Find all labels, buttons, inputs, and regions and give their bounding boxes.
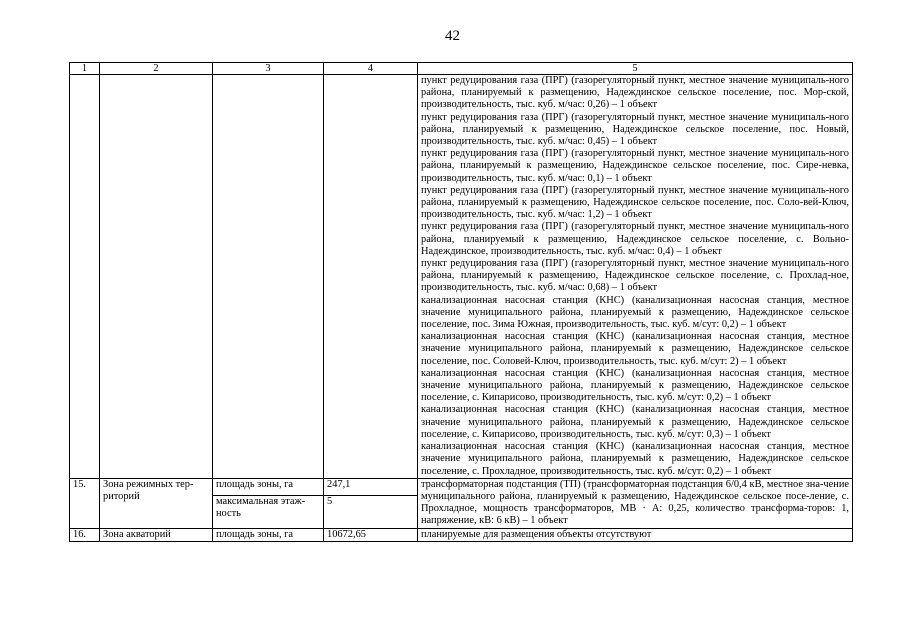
param-name: максимальная этаж-ность xyxy=(213,495,324,528)
col-header-1: 1 xyxy=(70,63,100,75)
param-value: 247,1 xyxy=(324,478,418,495)
objects-cell xyxy=(418,75,853,479)
object-entry: канализационная насосная станция (КНС) (канализационная насосная станция, местное значение муниципального района, планируемый к размещению, Надеждинское сельское поселение, с. Прохладное, производительность, тыс. куб. м/сут: 0,2) – 1 объект xyxy=(421,441,849,477)
object-entry: канализационная насосная станция (КНС) (канализационная насосная станция, местное значение муниципального района, планируемый к размещению, Надеждинское сельское поселение, пос. Соловей-Ключ, производительность, тыс. куб. м/сут: 2) – 1 объект xyxy=(421,331,849,367)
object-entry: планируемые для размещения объекты отсутствуют xyxy=(421,528,652,540)
header-row xyxy=(70,63,853,75)
page-number: 42 xyxy=(445,28,460,44)
zones-table xyxy=(69,62,853,542)
object-entry: пункт редуцирования газа (ПРГ) (газорегуляторный пункт, местное значение муниципаль-ного района, планируемый к размещению, Надеждинское сельское поселение, с. Прохлад-ное, производительность, тыс. куб. м/час: 0,68) – 1 объект xyxy=(421,258,849,294)
col-header-2: 2 xyxy=(100,63,213,75)
object-entry: пункт редуцирования газа (ПРГ) (газорегуляторный пункт, местное значение муниципаль-ного района, планируемый к размещению, Надеждинское сельское поселение, пос. Мор-ской, производительность, тыс. куб. м/час: 0,26) – 1 объект xyxy=(421,75,849,111)
object-entry: канализационная насосная станция (КНС) (канализационная насосная станция, местное значение муниципального района, планируемый к размещению, Надеждинское сельское поселение, с. Кипарисово, производительность, тыс. куб. м/сут: 0,3) – 1 объект xyxy=(421,404,849,440)
object-entry: пункт редуцирования газа (ПРГ) (газорегуляторный пункт, местное значение муниципаль-ного района, планируемый к размещению, Надеждинское сельское поселение, с. Вольно-Надеждинское, производительность, тыс. куб. м/час: 0,4) – 1 объект xyxy=(421,221,849,257)
objects-cell xyxy=(418,478,853,528)
param-name: площадь зоны, га xyxy=(213,528,324,541)
cell-empty xyxy=(324,75,418,479)
col-header-5: 5 xyxy=(418,63,853,75)
cell-empty xyxy=(100,75,213,479)
object-entry: пункт редуцирования газа (ПРГ) (газорегуляторный пункт, местное значение муниципаль-ного района, планируемый к размещению, Надеждинское сельское поселение, пос. Сире-невка, производительность, тыс. куб. м/час: 0,1) – 1 объект xyxy=(421,148,849,184)
objects-cell xyxy=(418,528,853,541)
object-entry: канализационная насосная станция (КНС) (канализационная насосная станция, местное значение муниципального района, планируемый к размещению, Надеждинское сельское поселение, с. Кипарисово, производительность, тыс. куб. м/сут: 0,2) – 1 объект xyxy=(421,367,849,404)
zone-name: Зона акваторий xyxy=(100,528,213,541)
object-entry: пункт редуцирования газа (ПРГ) (газорегуляторный пункт, местное значение муниципаль-ного района, планируемый к размещению, Надеждинское сельское поселение, пос. Новый, производительность, тыс. куб. м/час: 0,45) – 1 объект xyxy=(421,111,849,148)
col-header-3: 3 xyxy=(213,63,324,75)
cell-empty xyxy=(70,75,100,479)
row-number: 15. xyxy=(70,478,100,528)
table-row xyxy=(70,478,853,495)
cell-empty xyxy=(213,75,324,479)
param-value: 5 xyxy=(324,495,418,528)
object-entry: канализационная насосная станция (КНС) (канализационная насосная станция, местное значение муниципального района, планируемый к размещению, Надеждинское сельское поселение, пос. Зима Южная, производительность, тыс. куб. м/сут: 0,2) – 1 объект xyxy=(421,294,849,331)
param-name: площадь зоны, га xyxy=(213,478,324,495)
object-entry: пункт редуцирования газа (ПРГ) (газорегуляторный пункт, местное значение муниципаль-ного района, планируемый к размещению, Надеждинское сельское поселение, пос. Соло-вей-Ключ, производительность, тыс. куб. м/час: 1,2) – 1 объект xyxy=(421,184,849,221)
col-header-4: 4 xyxy=(324,63,418,75)
row-number: 16. xyxy=(70,528,100,541)
param-value: 10672,65 xyxy=(324,528,418,541)
table-row xyxy=(70,75,853,479)
table-row xyxy=(70,528,853,541)
zone-name: Зона режимных тер-риторий xyxy=(100,478,213,528)
object-entry: трансформаторная подстанция (ТП) (трансформаторная подстанция 6/0,4 кВ, местное зна-чение муниципального района, планируемый к размещению, Надеждинское сельское посе-ление, с. Прохладное, мощность трансформаторов, МВ · А: 0,25, количество трансформа-торов: 1, напряжение, кВ: 6 кВ) – 1 объект xyxy=(421,478,849,527)
